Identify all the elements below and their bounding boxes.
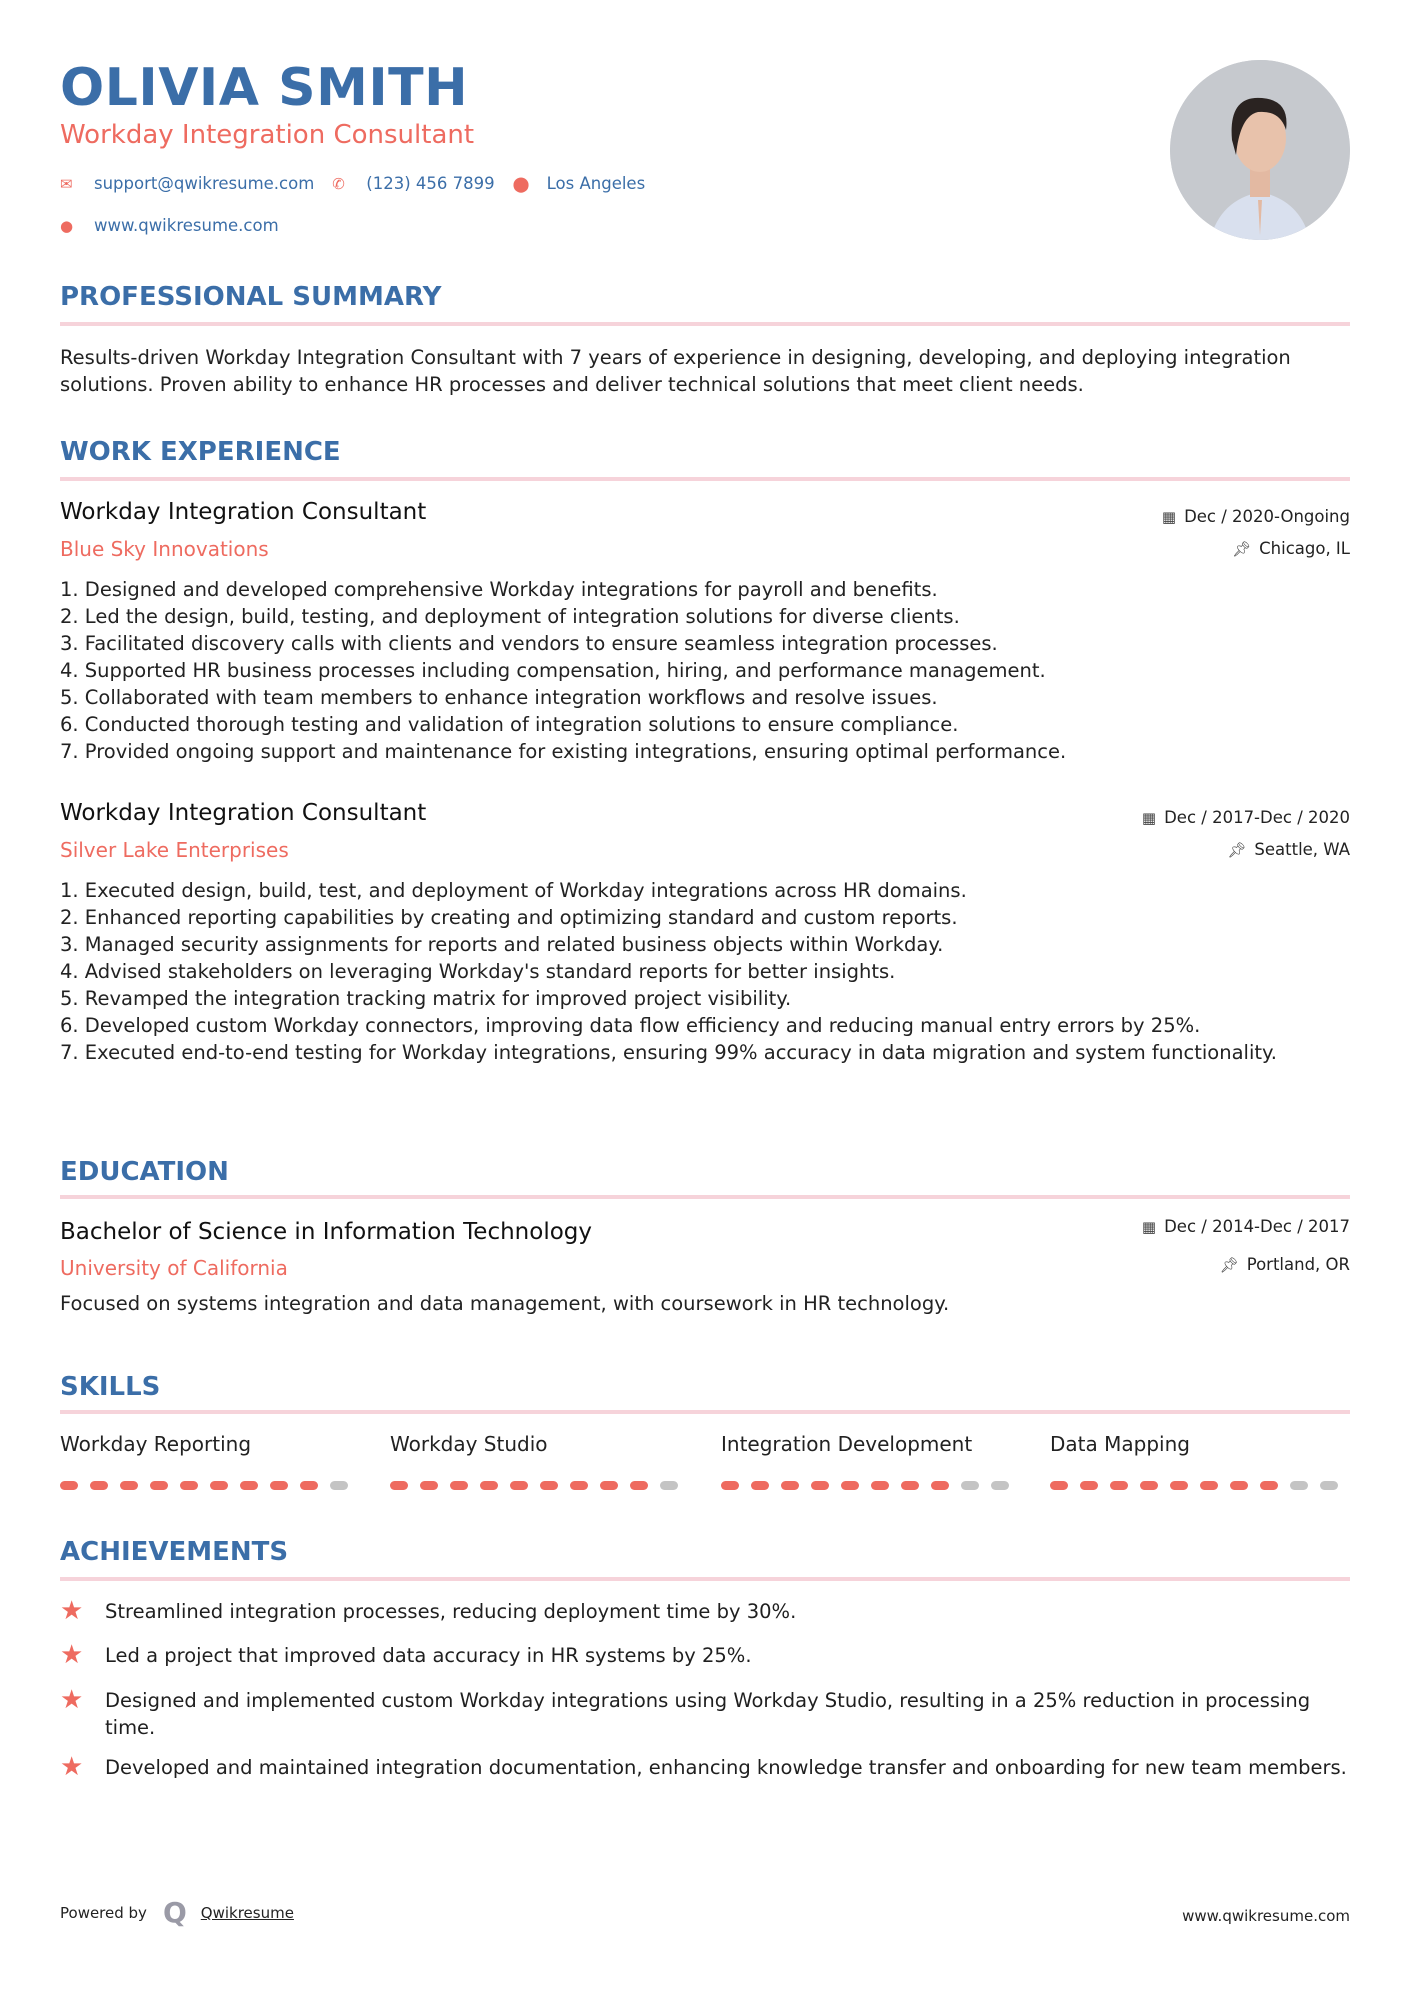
rating-dot-filled	[751, 1481, 769, 1490]
job-title: Workday Integration Consultant	[60, 800, 427, 826]
list-item: 1. Designed and developed comprehensive Workday integrations for payroll and benefits.	[60, 578, 938, 601]
job-location: 📌︎ Chicago, IL	[1232, 539, 1350, 558]
section-divider	[60, 322, 1350, 326]
skill-rating	[1050, 1481, 1338, 1490]
list-item: 4. Supported HR business processes including compensation, hiring, and performance management.	[60, 659, 1046, 682]
rating-dot-filled	[721, 1481, 739, 1490]
profile-photo	[1170, 60, 1350, 240]
rating-dot-filled	[841, 1481, 859, 1490]
calendar-icon: ▦	[1141, 1218, 1157, 1236]
job-company: Blue Sky Innovations	[60, 537, 269, 561]
school-name: University of California	[60, 1256, 288, 1280]
candidate-title: Workday Integration Consultant	[60, 120, 475, 150]
website-row	[60, 215, 279, 237]
degree-title: Bachelor of Science in Information Technology	[60, 1219, 592, 1245]
rating-dot-empty	[330, 1481, 348, 1490]
skill-item	[721, 1431, 1009, 1490]
list-item: 4. Advised stakeholders on leveraging Workday's standard reports for better insights.	[60, 960, 896, 983]
skill-name: Workday Reporting	[60, 1432, 252, 1456]
rating-dot-filled	[150, 1481, 168, 1490]
list-item: 7. Executed end-to-end testing for Workday integrations, ensuring 99% accuracy in data migration and system functionality.	[60, 1041, 1277, 1064]
calendar-icon: ▦	[1161, 508, 1177, 526]
skill-rating	[721, 1481, 1009, 1490]
skill-name: Workday Studio	[390, 1432, 548, 1456]
job-location: 📌︎ Seattle, WA	[1227, 840, 1350, 859]
map-pin-icon: ⬤	[512, 175, 530, 193]
skill-item	[60, 1431, 348, 1490]
list-item: 5. Collaborated with team members to enhance integration workflows and resolve issues.	[60, 686, 938, 709]
list-item: 3. Managed security assignments for reports and related business objects within Workday.	[60, 933, 944, 956]
rating-dot-filled	[510, 1481, 528, 1490]
rating-dot-filled	[540, 1481, 558, 1490]
job-company: Silver Lake Enterprises	[60, 838, 289, 862]
rating-dot-filled	[1110, 1481, 1128, 1490]
section-heading-education: EDUCATION	[60, 1157, 229, 1187]
star-icon: ★	[60, 1685, 84, 1715]
section-heading-summary: PROFESSIONAL SUMMARY	[60, 282, 442, 312]
rating-dot-filled	[210, 1481, 228, 1490]
qwikresume-logo-icon: Q	[162, 1896, 187, 1929]
rating-dot-filled	[450, 1481, 468, 1490]
section-divider	[60, 1410, 1350, 1414]
section-heading-experience: WORK EXPERIENCE	[60, 437, 341, 467]
education-description: Focused on systems integration and data management, with coursework in HR technology.	[60, 1292, 950, 1315]
list-item: 1. Executed design, build, test, and deployment of Workday integrations across HR domains.	[60, 879, 967, 902]
rating-dot-filled	[1200, 1481, 1218, 1490]
envelope-icon: ✉	[60, 175, 73, 193]
skill-rating	[390, 1481, 678, 1490]
rating-dot-filled	[1230, 1481, 1248, 1490]
rating-dot-empty	[660, 1481, 678, 1490]
email-link[interactable]: support@qwikresume.com	[94, 174, 315, 193]
skill-name: Integration Development	[721, 1432, 973, 1456]
section-divider	[60, 1577, 1350, 1581]
rating-dot-filled	[871, 1481, 889, 1490]
pushpin-icon: 📌︎	[1219, 1256, 1239, 1274]
rating-dot-filled	[120, 1481, 138, 1490]
qwikresume-link[interactable]: Qwikresume	[200, 1904, 294, 1922]
job-dates: ▦ Dec / 2017-Dec / 2020	[1141, 808, 1350, 827]
skill-item	[1050, 1431, 1338, 1490]
star-icon: ★	[60, 1752, 84, 1782]
job-bullets	[60, 877, 1350, 1066]
footer-website[interactable]: www.qwikresume.com	[1182, 1907, 1350, 1925]
pushpin-icon: 📌︎	[1232, 540, 1252, 558]
rating-dot-filled	[300, 1481, 318, 1490]
rating-dot-filled	[1080, 1481, 1098, 1490]
skill-rating	[60, 1481, 348, 1490]
summary-text: Results-driven Workday Integration Consultant with 7 years of experience in designing, developing, and deploying integration solutions. Proven ability to enhance HR processes and deliver technical solutions that meet client needs.	[60, 346, 1291, 396]
rating-dot-filled	[60, 1481, 78, 1490]
job-dates: ▦ Dec / 2020-Ongoing	[1161, 507, 1350, 526]
list-item: 5. Revamped the integration tracking matrix for improved project visibility.	[60, 987, 792, 1010]
skill-name: Data Mapping	[1050, 1432, 1190, 1456]
rating-dot-filled	[931, 1481, 949, 1490]
section-divider	[60, 477, 1350, 481]
list-item: 6. Developed custom Workday connectors, improving data flow efficiency and reducing manual entry errors by 25%.	[60, 1014, 1201, 1037]
job-title: Workday Integration Consultant	[60, 499, 427, 525]
achievement-item: ★ Developed and maintained integration documentation, enhancing knowledge transfer and onboarding for new team members.	[60, 1752, 1347, 1782]
rating-dot-filled	[901, 1481, 919, 1490]
pushpin-icon: 📌︎	[1227, 841, 1247, 859]
rating-dot-empty	[1290, 1481, 1308, 1490]
rating-dot-empty	[991, 1481, 1009, 1490]
rating-dot-empty	[1320, 1481, 1338, 1490]
globe-icon: ●	[60, 217, 74, 235]
section-heading-skills: SKILLS	[60, 1372, 161, 1402]
candidate-name: OLIVIA SMITH	[60, 58, 469, 118]
section-heading-achievements: ACHIEVEMENTS	[60, 1537, 289, 1567]
calendar-icon: ▦	[1141, 809, 1157, 827]
rating-dot-filled	[240, 1481, 258, 1490]
rating-dot-filled	[1260, 1481, 1278, 1490]
skill-item	[390, 1431, 678, 1490]
achievement-item: ★ Led a project that improved data accuracy in HR systems by 25%.	[60, 1640, 752, 1670]
list-item: 6. Conducted thorough testing and validation of integration solutions to ensure compliance.	[60, 713, 959, 736]
location-text: Los Angeles	[546, 174, 646, 193]
rating-dot-filled	[1170, 1481, 1188, 1490]
rating-dot-filled	[811, 1481, 829, 1490]
rating-dot-filled	[420, 1481, 438, 1490]
rating-dot-empty	[961, 1481, 979, 1490]
list-item: 7. Provided ongoing support and maintenance for existing integrations, ensuring optimal performance.	[60, 740, 1067, 763]
education-location: 📌︎ Portland, OR	[1219, 1255, 1350, 1274]
rating-dot-filled	[1050, 1481, 1068, 1490]
rating-dot-filled	[480, 1481, 498, 1490]
rating-dot-filled	[180, 1481, 198, 1490]
phone-icon: ✆	[332, 175, 345, 193]
list-item: 2. Led the design, build, testing, and deployment of integration solutions for diverse clients.	[60, 605, 960, 628]
rating-dot-filled	[1140, 1481, 1158, 1490]
job-bullets	[60, 576, 1350, 765]
footer-powered-by: Powered by Q Qwikresume	[60, 1896, 294, 1929]
education-dates: ▦ Dec / 2014-Dec / 2017	[1141, 1217, 1350, 1236]
phone-text: (123) 456 7899	[366, 174, 495, 193]
rating-dot-filled	[570, 1481, 588, 1490]
achievement-item: ★ Streamlined integration processes, reducing deployment time by 30%.	[60, 1596, 797, 1626]
achievement-item: ★ Designed and implemented custom Workday integrations using Workday Studio, resulting in a 25% reduction in processing time.	[60, 1685, 1311, 1739]
section-divider	[60, 1195, 1350, 1199]
rating-dot-filled	[270, 1481, 288, 1490]
star-icon: ★	[60, 1596, 84, 1626]
rating-dot-filled	[630, 1481, 648, 1490]
list-item: 2. Enhanced reporting capabilities by creating and optimizing standard and custom reports.	[60, 906, 958, 929]
rating-dot-filled	[90, 1481, 108, 1490]
rating-dot-filled	[390, 1481, 408, 1490]
list-item: 3. Facilitated discovery calls with clients and vendors to ensure seamless integration processes.	[60, 632, 998, 655]
contact-row	[60, 173, 645, 195]
star-icon: ★	[60, 1640, 84, 1670]
rating-dot-filled	[600, 1481, 618, 1490]
website-link[interactable]: www.qwikresume.com	[94, 216, 279, 235]
rating-dot-filled	[781, 1481, 799, 1490]
